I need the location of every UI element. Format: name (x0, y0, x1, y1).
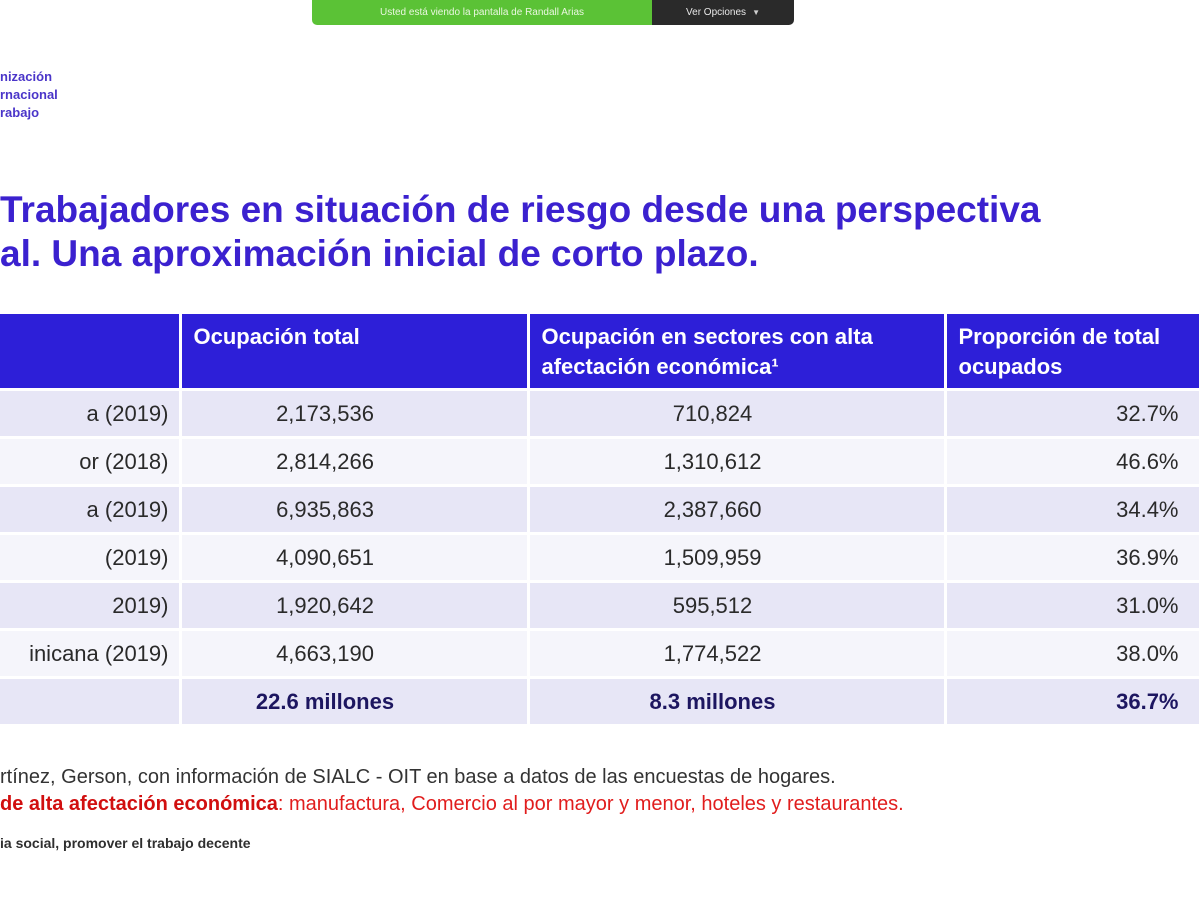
total-label-cell (0, 678, 180, 725)
affected-cell: 1,509,959 (528, 534, 945, 582)
proportion-cell: 46.6% (945, 438, 1200, 486)
proportion-cell: 34.4% (945, 486, 1200, 534)
total-cell: 4,663,190 (180, 630, 528, 678)
proportion-cell: 36.9% (945, 534, 1200, 582)
slide-title-line-2: al. Una aproximación inicial de corto plazo. (0, 233, 759, 274)
table-header-row (0, 314, 1200, 390)
table-row (0, 534, 1200, 582)
logo-line-3: rabajo (0, 105, 40, 120)
affected-cell: 595,512 (528, 582, 945, 630)
header-total-employment: Ocupación total (180, 314, 528, 390)
country-cell: or (2018) (0, 438, 180, 486)
country-cell: a (2019) (0, 390, 180, 438)
affected-sum: 8.3 millones (528, 678, 945, 725)
country-cell: inicana (2019) (0, 630, 180, 678)
table-row (0, 390, 1200, 438)
proportion-total: 36.7% (945, 678, 1200, 725)
sector-note-bold: de alta afectación económica (0, 793, 278, 815)
sector-note (0, 793, 904, 816)
slide-title-line-1: Trabajadores en situación de riesgo desde una perspectiva (0, 189, 1041, 230)
chevron-down-icon: ▼ (752, 8, 760, 17)
sector-note-rest: : manufactura, Comercio al por mayor y menor, hoteles y restaurantes. (277, 793, 904, 815)
proportion-cell: 38.0% (945, 630, 1200, 678)
total-cell: 4,090,651 (180, 534, 528, 582)
logo-line-1: nización (0, 69, 53, 84)
header-proportion: Proporción de total ocupados (945, 314, 1200, 390)
country-cell: (2019) (0, 534, 180, 582)
proportion-cell: 32.7% (945, 390, 1200, 438)
view-options-label: Ver Opciones (686, 7, 747, 18)
table-total-row (0, 678, 1200, 725)
country-cell: 2019) (0, 582, 180, 630)
table-row (0, 630, 1200, 678)
table-row (0, 438, 1200, 486)
proportion-cell: 31.0% (945, 582, 1200, 630)
employment-risk-table (0, 314, 1200, 724)
source-note: rtínez, Gerson, con información de SIALC - OIT en base a datos de las encuestas de hogares. (0, 766, 836, 788)
header-country (0, 314, 180, 390)
total-cell: 2,173,536 (180, 390, 528, 438)
country-cell: a (2019) (0, 486, 180, 534)
affected-cell: 1,310,612 (528, 438, 945, 486)
logo-line-2: rnacional (0, 87, 58, 102)
table-row (0, 486, 1200, 534)
total-cell: 2,814,266 (180, 438, 528, 486)
header-affected-sectors: Ocupación en sectores con alta afectación económica¹ (528, 314, 945, 390)
view-options-button[interactable] (652, 0, 794, 25)
slide-tagline: ia social, promover el trabajo decente (0, 835, 251, 851)
table-row (0, 582, 1200, 630)
affected-cell: 1,774,522 (528, 630, 945, 678)
slide-title (0, 188, 1200, 276)
total-employment-sum: 22.6 millones (180, 678, 528, 725)
total-cell: 6,935,863 (180, 486, 528, 534)
share-banner-message: Usted está viendo la pantalla de Randall Arias (312, 0, 652, 25)
affected-cell: 710,824 (528, 390, 945, 438)
screen-share-banner (312, 0, 794, 25)
organization-logo (0, 68, 60, 122)
affected-cell: 2,387,660 (528, 486, 945, 534)
total-cell: 1,920,642 (180, 582, 528, 630)
